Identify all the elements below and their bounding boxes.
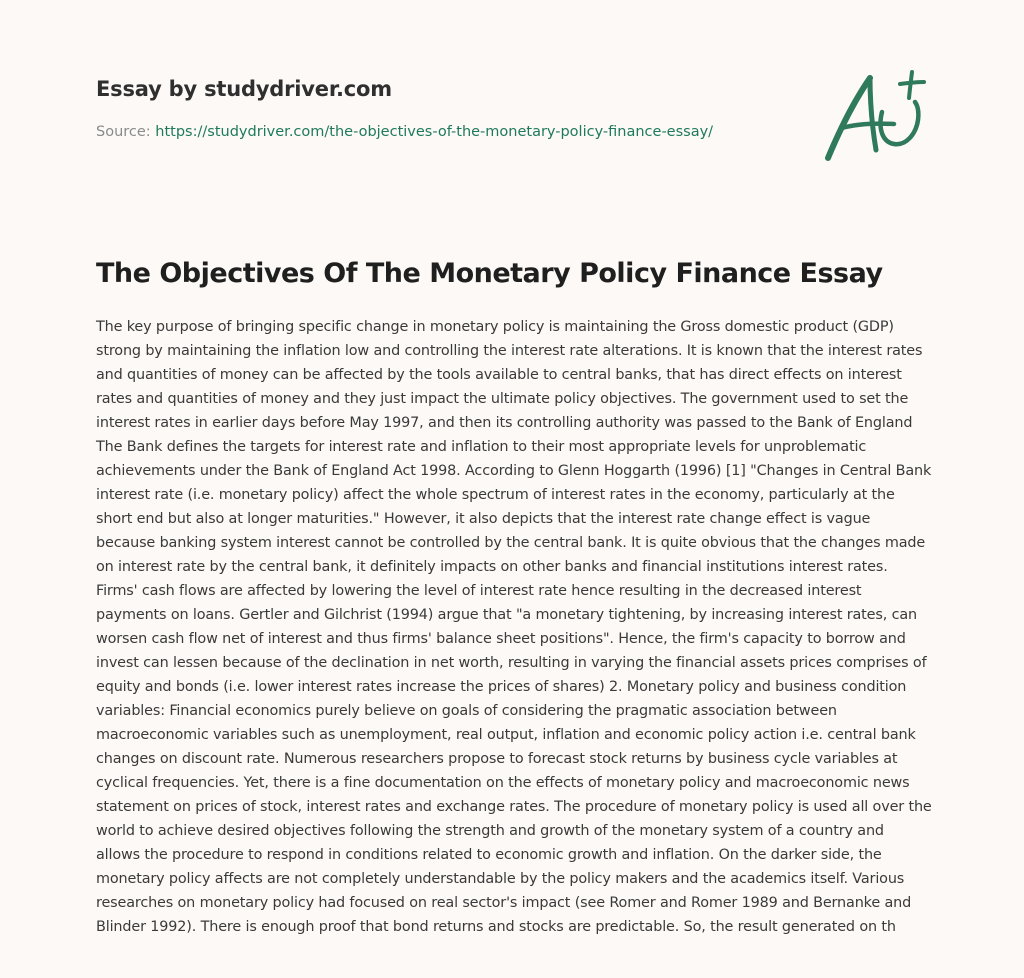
- source-line: [96, 122, 796, 142]
- essay-header: [96, 74, 796, 142]
- essay-body-text: The key purpose of bringing specific change in monetary policy is maintaining the Gross domestic product (GDP) strong by maintaining the inflation low and controlling the interest rate alterations. It is known that the interest rates and quantities of money can be affected by the tools available to central banks, that has direct effects on interest rates and quantities of money and they just impact the ultimate policy objectives. The government used to set the interest rates in earlier days before May 1997, and then its controlling authority was passed to the Bank of England The Bank defines the targets for interest rate and inflation to their most appropriate levels for unproblematic achievements under the Bank of England Act 1998. According to Glenn Hoggarth (1996) [1] "Changes in Central Bank interest rate (i.e. monetary policy) affect the whole spectrum of interest rates in the economy, particularly at the short end but also at longer maturities." However, it also depicts that the interest rate change effect is vague because banking system interest cannot be controlled by the central bank. It is quite obvious that the changes made on interest rate by the central bank, it definitely impacts on other banks and financial institutions interest rates. Firms' cash flows are affected by lowering the level of interest rate hence resulting in the decreased interest payments on loans. Gertler and Gilchrist (1994) argue that "a monetary tightening, by increasing interest rates, can worsen cash flow net of interest and thus firms' balance sheet positions". Hence, the firm's capacity to borrow and invest can lessen because of the declination in net worth, resulting in varying the financial assets prices comprises of equity and bonds (i.e. lower interest rates increase the prices of shares) 2. Monetary policy and business condition variables: Financial economics purely believe on goals of considering the pragmatic association between macroeconomic variables such as unemployment, real output, inflation and economic policy action i.e. central bank changes on discount rate. Numerous researchers propose to forecast stock returns by business cycle variables at cyclical frequencies. Yet, there is a fine documentation on the effects of monetary policy and macroeconomic news statement on prices of stock, interest rates and exchange rates. The procedure of monetary policy is used all over the world to achieve desired objectives following the strength and growth of the monetary system of a country and allows the procedure to respond in conditions related to economic growth and inflation. On the darker side, the monetary policy affects are not completely understandable by the policy makers and the academics itself. Various researches on monetary policy had focused on real sector's impact (see Romer and Romer 1989 and Bernanke and Blinder 1992). There is enough proof that bond returns and stocks are predictable. So, the result generated on th: [96, 319, 932, 935]
- site-title: Essay by studydriver.com: [96, 77, 392, 101]
- source-link[interactable]: https://studydriver.com/the-objectives-of-the-monetary-policy-finance-essay/: [155, 124, 714, 140]
- essay-title: The Objectives Of The Monetary Policy Finance Essay: [96, 258, 883, 289]
- a-plus-logo-icon: [818, 66, 930, 166]
- source-label: Source:: [96, 124, 156, 140]
